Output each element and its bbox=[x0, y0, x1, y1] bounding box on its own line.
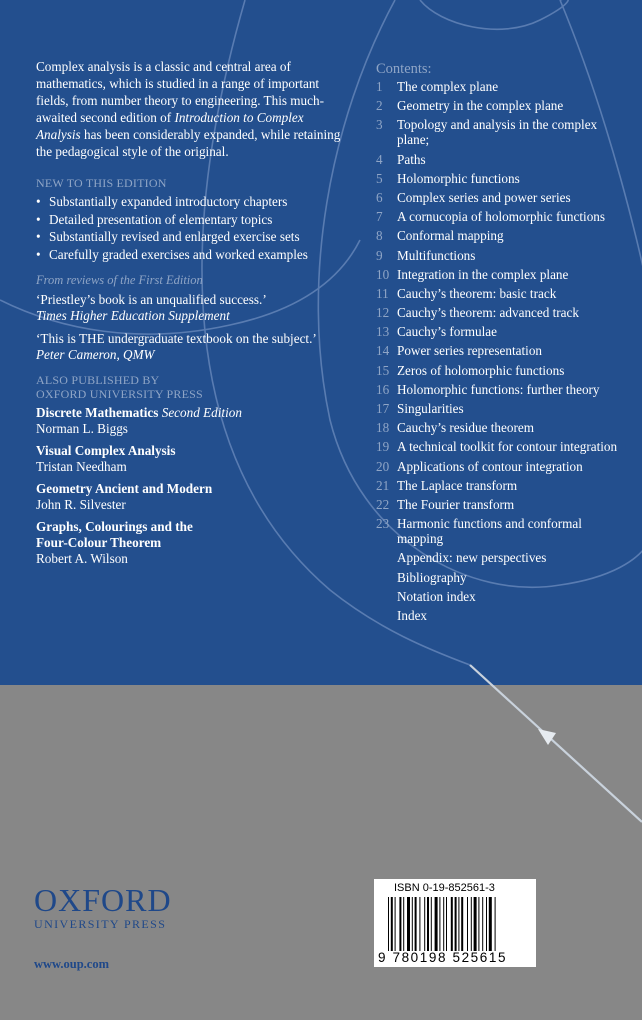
chapter-number: 19 bbox=[376, 439, 390, 455]
chapter-number: 23 bbox=[376, 516, 390, 532]
chapter-title: Cauchy’s formulae bbox=[397, 324, 497, 340]
chapter-title: Conformal mapping bbox=[397, 228, 504, 244]
contents-item bbox=[376, 152, 628, 167]
chapter-number: 18 bbox=[376, 420, 390, 436]
contents-item bbox=[376, 382, 628, 397]
contents-item bbox=[376, 516, 628, 546]
contents-item bbox=[376, 117, 628, 147]
chapter-title: The Laplace transform bbox=[397, 477, 518, 493]
related-book-title: Geometry Ancient and Modern bbox=[36, 481, 213, 496]
chapter-number: 12 bbox=[376, 305, 390, 321]
chapter-title: Cauchy’s residue theorem bbox=[397, 420, 534, 436]
contents-item bbox=[376, 190, 628, 205]
chapter-title: Index bbox=[397, 607, 428, 623]
chapter-title: The Fourier transform bbox=[397, 496, 515, 512]
contents-item bbox=[376, 420, 628, 435]
chapter-title: Notation index bbox=[397, 588, 476, 604]
review-quote: ‘This is THE undergraduate textbook on the subject.’ bbox=[36, 331, 317, 346]
contents-item bbox=[376, 209, 628, 224]
chapter-title: Applications of contour integration bbox=[397, 458, 583, 474]
publisher-name: OXFORD bbox=[34, 882, 172, 918]
book-title-inline: Introduction to Complex Analysis bbox=[36, 110, 304, 142]
contents-item bbox=[376, 286, 628, 301]
contents-item bbox=[376, 401, 628, 416]
list-item: • Substantially expanded introductory chapters bbox=[36, 193, 348, 211]
chapter-number: 10 bbox=[376, 266, 390, 282]
contents-item bbox=[376, 248, 628, 263]
contents-item bbox=[376, 79, 628, 94]
contents-item bbox=[376, 324, 628, 339]
chapter-number: 11 bbox=[376, 285, 389, 301]
chapter-title: Harmonic functions and conformal mapping bbox=[397, 516, 582, 547]
chapter-number: 1 bbox=[376, 79, 383, 94]
chapter-number: 9 bbox=[376, 247, 383, 263]
chapter-title: Topology and analysis in the complex plane; bbox=[397, 117, 598, 148]
barcode-bars-icon bbox=[388, 897, 522, 951]
related-book-title: Graphs, Colourings and the Four-Colour Theorem bbox=[36, 519, 193, 550]
contents-item bbox=[376, 589, 628, 604]
related-book bbox=[36, 443, 348, 475]
oxford-logo bbox=[34, 884, 172, 932]
chapter-title: Multifunctions bbox=[397, 247, 476, 263]
chapter-title: Holomorphic functions: further theory bbox=[397, 381, 600, 397]
contents-item bbox=[376, 497, 628, 512]
back-cover-left-column bbox=[36, 58, 348, 573]
contents-item bbox=[376, 550, 628, 565]
chapter-number: 15 bbox=[376, 362, 390, 378]
chapter-number: 21 bbox=[376, 477, 390, 493]
reviews-heading: From reviews of the First Edition bbox=[36, 273, 203, 287]
related-book bbox=[36, 405, 348, 437]
related-book-title: Discrete Mathematics Second Edition bbox=[36, 405, 242, 420]
contents-item bbox=[376, 478, 628, 493]
chapter-title: The complex plane bbox=[397, 79, 499, 94]
isbn-text: ISBN 0-19-852561-3 bbox=[394, 882, 495, 894]
new-edition-section bbox=[36, 176, 348, 263]
publisher-url: www.oup.com bbox=[34, 957, 110, 971]
chapter-number: 6 bbox=[376, 189, 383, 205]
new-edition-list bbox=[36, 193, 348, 263]
contents-item bbox=[376, 459, 628, 474]
contents-heading: Contents: bbox=[376, 61, 432, 77]
chapter-title: Complex series and power series bbox=[397, 189, 571, 205]
chapter-title: A technical toolkit for contour integration bbox=[397, 439, 618, 455]
new-edition-heading: NEW TO THIS EDITION bbox=[36, 176, 167, 190]
chapter-title: Singularities bbox=[397, 401, 464, 416]
chapter-title: Integration in the complex plane bbox=[397, 266, 569, 282]
chapter-title: Geometry in the complex plane bbox=[397, 98, 564, 114]
chapter-number: 2 bbox=[376, 98, 383, 114]
description-paragraph: Complex analysis is a classic and central area of mathematics, which is studied in a range of important fields, from number theory to engineering. This much-awaited second edition of Introduction to Complex Analysis has been considerably expanded, while retaining the pedagogical style of the original. bbox=[36, 59, 341, 159]
contents-item bbox=[376, 439, 628, 454]
reviews-section bbox=[36, 272, 348, 363]
chapter-number: 3 bbox=[376, 117, 383, 133]
chapter-title: Power series representation bbox=[397, 343, 543, 359]
also-published-section bbox=[36, 373, 348, 567]
publisher-subtitle: UNIVERSITY PRESS bbox=[34, 917, 167, 931]
contents-item bbox=[376, 228, 628, 243]
contents-item bbox=[376, 171, 628, 186]
isbn-barcode bbox=[374, 879, 536, 967]
review-item bbox=[36, 292, 348, 324]
contents-item bbox=[376, 267, 628, 282]
chapter-number: 13 bbox=[376, 324, 390, 340]
contents-item bbox=[376, 343, 628, 358]
contents-item bbox=[376, 608, 628, 623]
chapter-number: 20 bbox=[376, 458, 390, 474]
ean-number: 9 780198 525615 bbox=[378, 950, 508, 965]
contents-list bbox=[376, 79, 628, 623]
chapter-number: 14 bbox=[376, 343, 390, 359]
chapter-number: 5 bbox=[376, 170, 383, 186]
related-book bbox=[36, 481, 348, 513]
contents-item bbox=[376, 363, 628, 378]
review-item bbox=[36, 331, 348, 363]
table-of-contents bbox=[376, 60, 628, 627]
chapter-number: 22 bbox=[376, 496, 390, 512]
related-book-edition: Second Edition bbox=[161, 405, 242, 420]
review-source: Peter Cameron, QMW bbox=[36, 347, 155, 362]
also-published-heading: ALSO PUBLISHED BY OXFORD UNIVERSITY PRESS bbox=[36, 373, 203, 401]
related-book-author: John R. Silvester bbox=[36, 497, 126, 512]
related-book-author: Robert A. Wilson bbox=[36, 551, 128, 566]
contents-item bbox=[376, 570, 628, 585]
related-book-author: Tristan Needham bbox=[36, 459, 127, 474]
review-source: Times Higher Education Supplement bbox=[36, 308, 230, 323]
chapter-number: 4 bbox=[376, 151, 383, 167]
chapter-title: Appendix: new perspectives bbox=[397, 550, 547, 566]
contents-item bbox=[376, 98, 628, 113]
chapter-title: Bibliography bbox=[397, 569, 467, 585]
chapter-number: 7 bbox=[376, 209, 383, 225]
list-item: • Detailed presentation of elementary topics bbox=[36, 211, 348, 229]
chapter-title: Cauchy’s theorem: basic track bbox=[397, 285, 557, 301]
review-quote: ‘Priestley’s book is an unqualified success.’ bbox=[36, 292, 267, 307]
list-item: • Carefully graded exercises and worked examples bbox=[36, 246, 348, 264]
chapter-title: Holomorphic functions bbox=[397, 170, 520, 186]
related-book-title: Visual Complex Analysis bbox=[36, 443, 176, 458]
chapter-number: 8 bbox=[376, 228, 383, 244]
chapter-title: Zeros of holomorphic functions bbox=[397, 362, 565, 378]
chapter-number: 16 bbox=[376, 381, 390, 397]
contents-item bbox=[376, 305, 628, 320]
chapter-title: A cornucopia of holomorphic functions bbox=[397, 209, 606, 225]
related-book-author: Norman L. Biggs bbox=[36, 421, 128, 436]
chapter-title: Cauchy’s theorem: advanced track bbox=[397, 305, 579, 321]
list-item: • Substantially revised and enlarged exercise sets bbox=[36, 228, 348, 246]
related-book bbox=[36, 519, 348, 567]
arrowhead-icon bbox=[538, 729, 556, 745]
chapter-title: Paths bbox=[397, 151, 426, 167]
chapter-number: 17 bbox=[376, 401, 390, 416]
